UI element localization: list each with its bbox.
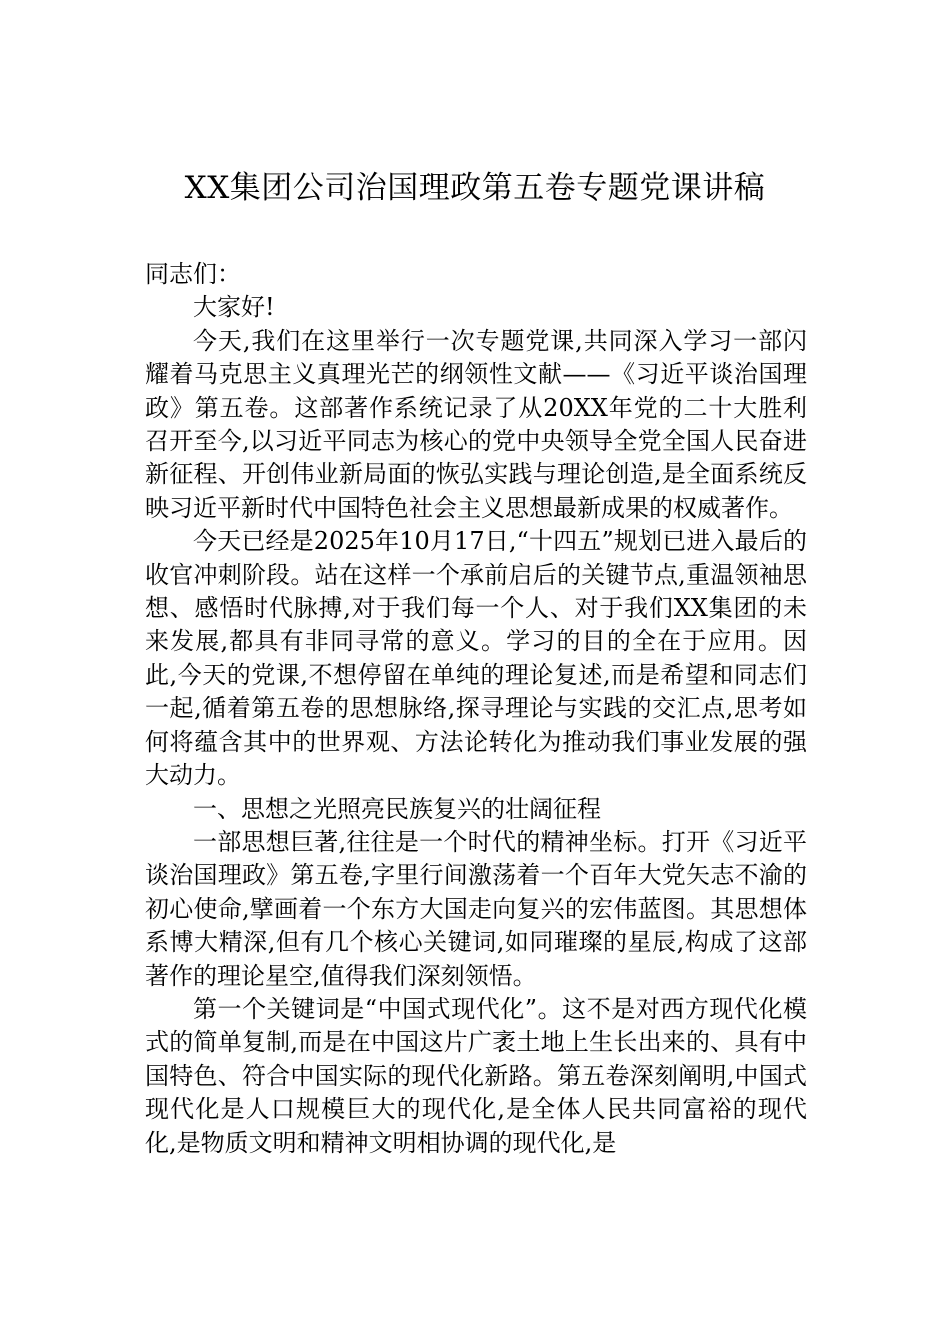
salutation: 同志们： bbox=[145, 260, 241, 288]
context-paragraph: 今天已经是2025年10月17日,“十四五”规划已进入最后的收官冲刺阶段。站在这样一个承前启后的关键节点,重温领袖思想、感悟时代脉搏,对于我们每一个人、对于我们XX集团的未来发展,都具有非同寻常的意义。学习的目的全在于应用。因此,今天的党课,不想停留在单纯的理论复述,而是希望和同志们一起,循着第五卷的思想脉络,探寻理论与实践的交汇点,思考如何将蕴含其中的世界观、方法论转化为推动我们事业发展的强大动力。 bbox=[145, 527, 807, 790]
document-body bbox=[145, 258, 807, 1160]
section-paragraph: 一部思想巨著,往往是一个时代的精神坐标。打开《习近平谈治国理政》第五卷,字里行间激荡着一个百年大党矢志不渝的初心使命,擘画着一个东方大国走向复兴的宏伟蓝图。其思想体系博大精深,但有几个核心关键词,如同璀璨的星辰,构成了这部著作的理论星空,值得我们深刻领悟。 bbox=[145, 827, 807, 990]
intro-paragraph: 今天,我们在这里举行一次专题党课,共同深入学习一部闪耀着马克思主义真理光芒的纲领性文献——《习近平谈治国理政》第五卷。这部著作系统记录了从20XX年党的二十大胜利召开至今,以习近平同志为核心的党中央领导全党全国人民奋进新征程、开创伟业新局面的恢弘实践与理论创造,是全面系统反映习近平新时代中国特色社会主义思想最新成果的权威著作。 bbox=[145, 326, 807, 522]
greeting-paragraph: 大家好! bbox=[193, 293, 275, 322]
section-paragraph: 第一个关键词是“中国式现代化”。这不是对西方现代化模式的简单复制,而是在中国这片广袤土地上生长出来的、具有中国特色、符合中国实际的现代化新路。第五卷深刻阐明,中国式现代化是人口规模巨大的现代化,是全体人民共同富裕的现代化,是物质文明和精神文明相协调的现代化,是 bbox=[145, 994, 807, 1157]
document-title: XX集团公司治国理政第五卷专题党课讲稿 bbox=[184, 170, 766, 206]
section-heading: 一、思想之光照亮民族复兴的壮阔征程 bbox=[193, 794, 601, 823]
